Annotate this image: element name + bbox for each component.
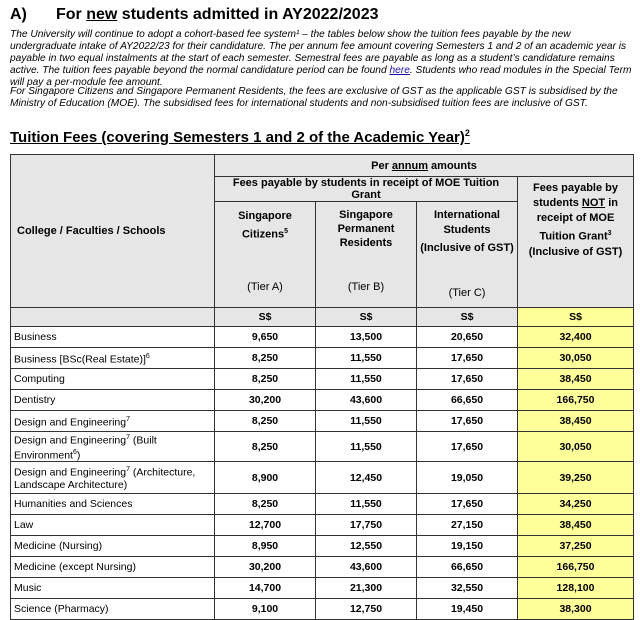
fee-tier-c: 17,650	[417, 432, 518, 462]
no-grant-not: NOT	[581, 197, 606, 209]
table-row	[11, 432, 634, 462]
tier-a: (Tier A)	[247, 280, 283, 293]
college-name-text: Dentistry	[14, 394, 56, 406]
fee-tier-b: 12,750	[316, 599, 417, 620]
no-grant-l2c: in	[605, 197, 618, 209]
tuition-fees-table	[10, 154, 634, 620]
no-grant-l5: (Inclusive of GST)	[528, 245, 623, 258]
fee-tier-d: 38,450	[518, 369, 634, 390]
section-number: A)	[10, 6, 27, 23]
table-row	[11, 599, 634, 620]
college-name	[11, 494, 215, 515]
college-name-text: Medicine (Nursing)	[14, 540, 103, 552]
fee-tier-a: 8,250	[215, 348, 316, 369]
fee-tier-a: 8,250	[215, 411, 316, 432]
fee-tier-a: 30,200	[215, 557, 316, 578]
per-annum-header	[215, 155, 634, 177]
fee-tier-d: 38,300	[518, 599, 634, 620]
fee-tier-c: 27,150	[417, 515, 518, 536]
fee-tier-b: 11,550	[316, 494, 417, 515]
table-row	[11, 327, 634, 348]
fee-tier-d: 30,050	[518, 432, 634, 462]
table-row	[11, 494, 634, 515]
fee-tier-c: 17,650	[417, 369, 518, 390]
fee-tier-d: 166,750	[518, 557, 634, 578]
tier-b: (Tier B)	[347, 281, 385, 293]
fee-tier-d: 166,750	[518, 390, 634, 411]
fee-tier-c: 19,450	[417, 599, 518, 620]
citizens-l2-text: Citizens	[241, 228, 285, 241]
fee-tier-b: 43,600	[316, 390, 417, 411]
here-link[interactable]: here	[389, 65, 410, 76]
college-name	[11, 432, 215, 462]
fee-tier-b: 12,450	[316, 462, 417, 494]
fee-tier-b: 11,550	[316, 348, 417, 369]
currency-blank	[11, 308, 215, 327]
fee-tier-b: 43,600	[316, 557, 417, 578]
fee-tier-a: 30,200	[215, 390, 316, 411]
section-heading	[10, 6, 378, 24]
no-grant-header	[518, 177, 634, 308]
no-grant-l1: Fees payable by	[533, 182, 618, 194]
pr-l2: Permanent	[337, 223, 395, 235]
intl-l3: (Inclusive of GST)	[420, 242, 514, 254]
table-title	[10, 128, 470, 146]
table-row	[11, 390, 634, 411]
college-name-text: Design and Engineering	[14, 466, 127, 479]
gst-paragraph: For Singapore Citizens and Singapore Permanent Residents, the fees are exclusive of GST as the applicable GST is subsidised by the Ministry of Education (MOE). The subsidised fees for international students and non-subsidised tuition fees are inclusive of GST.	[10, 86, 618, 109]
fee-tier-d: 30,050	[518, 348, 634, 369]
college-name	[11, 557, 215, 578]
heading-emphasis: new	[86, 6, 118, 23]
fee-tier-c: 17,650	[417, 348, 518, 369]
currency-d: S$	[518, 308, 634, 327]
fee-tier-b: 13,500	[316, 327, 417, 348]
per-annum-emph: annum	[391, 159, 428, 172]
college-name	[11, 599, 215, 620]
no-grant-l3: receipt of MOE	[536, 212, 615, 224]
table-row	[11, 557, 634, 578]
college-name-text: Music	[14, 582, 42, 594]
college-name-tail: (Built Environment	[14, 434, 157, 461]
fee-tier-a: 8,250	[215, 432, 316, 462]
fee-tier-b: 21,300	[316, 578, 417, 599]
fee-tier-c: 17,650	[417, 494, 518, 515]
table-row	[11, 348, 634, 369]
no-grant-l4	[521, 226, 630, 245]
fee-tier-a: 8,250	[215, 369, 316, 390]
col-pr	[316, 202, 417, 308]
college-name-text: Design and Engineering	[14, 416, 127, 429]
no-grant-l4-text: Tuition Grant	[539, 230, 608, 243]
college-name-tail: (Architecture, Landscape Architecture)	[14, 466, 196, 491]
college-name	[11, 578, 215, 599]
college-name-text: Computing	[14, 373, 65, 385]
fee-tier-d: 34,250	[518, 494, 634, 515]
table-row	[11, 536, 634, 557]
fee-tier-c: 19,150	[417, 536, 518, 557]
per-annum-post: amounts	[427, 159, 477, 172]
college-name	[11, 536, 215, 557]
table-row	[11, 578, 634, 599]
fee-tier-b: 11,550	[316, 432, 417, 462]
college-name-tail-end: )	[76, 449, 81, 461]
fee-tier-a: 8,900	[215, 462, 316, 494]
no-grant-l2a: students	[533, 197, 582, 209]
citizens-l2	[218, 224, 312, 243]
fee-tier-b: 11,550	[316, 369, 417, 390]
college-name-sup: 7	[126, 434, 130, 441]
fee-tier-d: 38,450	[518, 515, 634, 536]
college-name-tail-sup: 6	[72, 448, 77, 456]
college-name-text: Business [BSc(Real Estate)]	[14, 353, 146, 366]
intro-text: The University will continue to adopt a cohort-based fee system¹ – the tables below show the tuition fees payable by the new undergraduate intake of AY2022/23 for their candidature. The per annum fee amount covering Semesters 1 and 2 of an academic year is payable in two equal instalments at the start of each semester. Semestral fees are payable as long as a student’s candidature remains active. The tuition fees payable beyond the normal candidature period can be found	[10, 29, 627, 76]
currency-c: S$	[417, 308, 518, 327]
table-title-sup: 2	[464, 128, 470, 138]
college-name	[11, 515, 215, 536]
fee-tier-c: 66,650	[417, 390, 518, 411]
college-name-text: Business	[14, 331, 57, 343]
fee-tier-b: 17,750	[316, 515, 417, 536]
college-name	[11, 327, 215, 348]
fee-tier-c: 20,650	[417, 327, 518, 348]
college-header: College / Faculties / Schools	[11, 155, 215, 308]
fee-tier-c: 66,650	[417, 557, 518, 578]
heading-post: students admitted in AY2022/2023	[117, 6, 379, 23]
table-row	[11, 462, 634, 494]
currency-b: S$	[316, 308, 417, 327]
citizens-l1: Singapore	[238, 210, 292, 222]
fee-tier-c: 32,550	[417, 578, 518, 599]
college-name-text: Science (Pharmacy)	[14, 603, 109, 615]
table-row	[11, 515, 634, 536]
fee-tier-b: 12,550	[316, 536, 417, 557]
pr-l1: Singapore	[339, 209, 393, 221]
table-title-text: Tuition Fees (covering Semesters 1 and 2 of the Academic Year)	[10, 129, 465, 146]
fee-tier-a: 9,100	[215, 599, 316, 620]
intro-text-after: . Students who read modules in the Special Term will pay a per-module fee amount.	[10, 65, 632, 88]
college-name	[11, 462, 215, 494]
heading-pre: For	[56, 6, 87, 23]
intl-l1: International	[433, 209, 500, 221]
per-annum-pre: Per	[371, 159, 392, 172]
college-name-text: Design and Engineering	[14, 434, 127, 447]
table-row	[11, 411, 634, 432]
fee-tier-d: 128,100	[518, 578, 634, 599]
fee-tier-b: 11,550	[316, 411, 417, 432]
fee-tier-a: 12,700	[215, 515, 316, 536]
college-name-sup: 7	[126, 415, 130, 423]
table-row	[11, 369, 634, 390]
fee-tier-c: 19,050	[417, 462, 518, 494]
fee-rows	[11, 327, 634, 620]
fee-tier-a: 14,700	[215, 578, 316, 599]
college-name-sup: 7	[126, 466, 130, 474]
grant-header: Fees payable by students in receipt of MOE Tuition Grant	[215, 177, 518, 202]
col-intl	[417, 202, 518, 308]
currency-a: S$	[215, 308, 316, 327]
fee-tier-a: 8,950	[215, 536, 316, 557]
college-name-text: Law	[14, 519, 34, 531]
college-name	[11, 390, 215, 411]
pr-l3: Residents	[339, 237, 393, 249]
college-name-text: Humanities and Sciences	[14, 498, 133, 510]
fee-tier-a: 9,650	[215, 327, 316, 348]
college-name-sup: 6	[145, 352, 150, 360]
college-name	[11, 369, 215, 390]
college-name-text: Medicine (except Nursing)	[14, 561, 136, 573]
college-name	[11, 348, 215, 369]
fee-tier-d: 39,250	[518, 462, 634, 494]
college-name	[11, 411, 215, 432]
intro-paragraph	[10, 29, 632, 89]
tier-c: (Tier C)	[448, 287, 486, 299]
no-grant-l2	[521, 196, 630, 211]
citizens-sup: 5	[284, 228, 289, 235]
fee-tier-c: 17,650	[417, 411, 518, 432]
fee-tier-a: 8,250	[215, 494, 316, 515]
fee-tier-d: 32,400	[518, 327, 634, 348]
fee-tier-d: 38,450	[518, 411, 634, 432]
intl-l2: Students	[443, 224, 491, 236]
no-grant-sup: 3	[607, 230, 612, 237]
col-citizens	[215, 202, 316, 308]
fee-tier-d: 37,250	[518, 536, 634, 557]
